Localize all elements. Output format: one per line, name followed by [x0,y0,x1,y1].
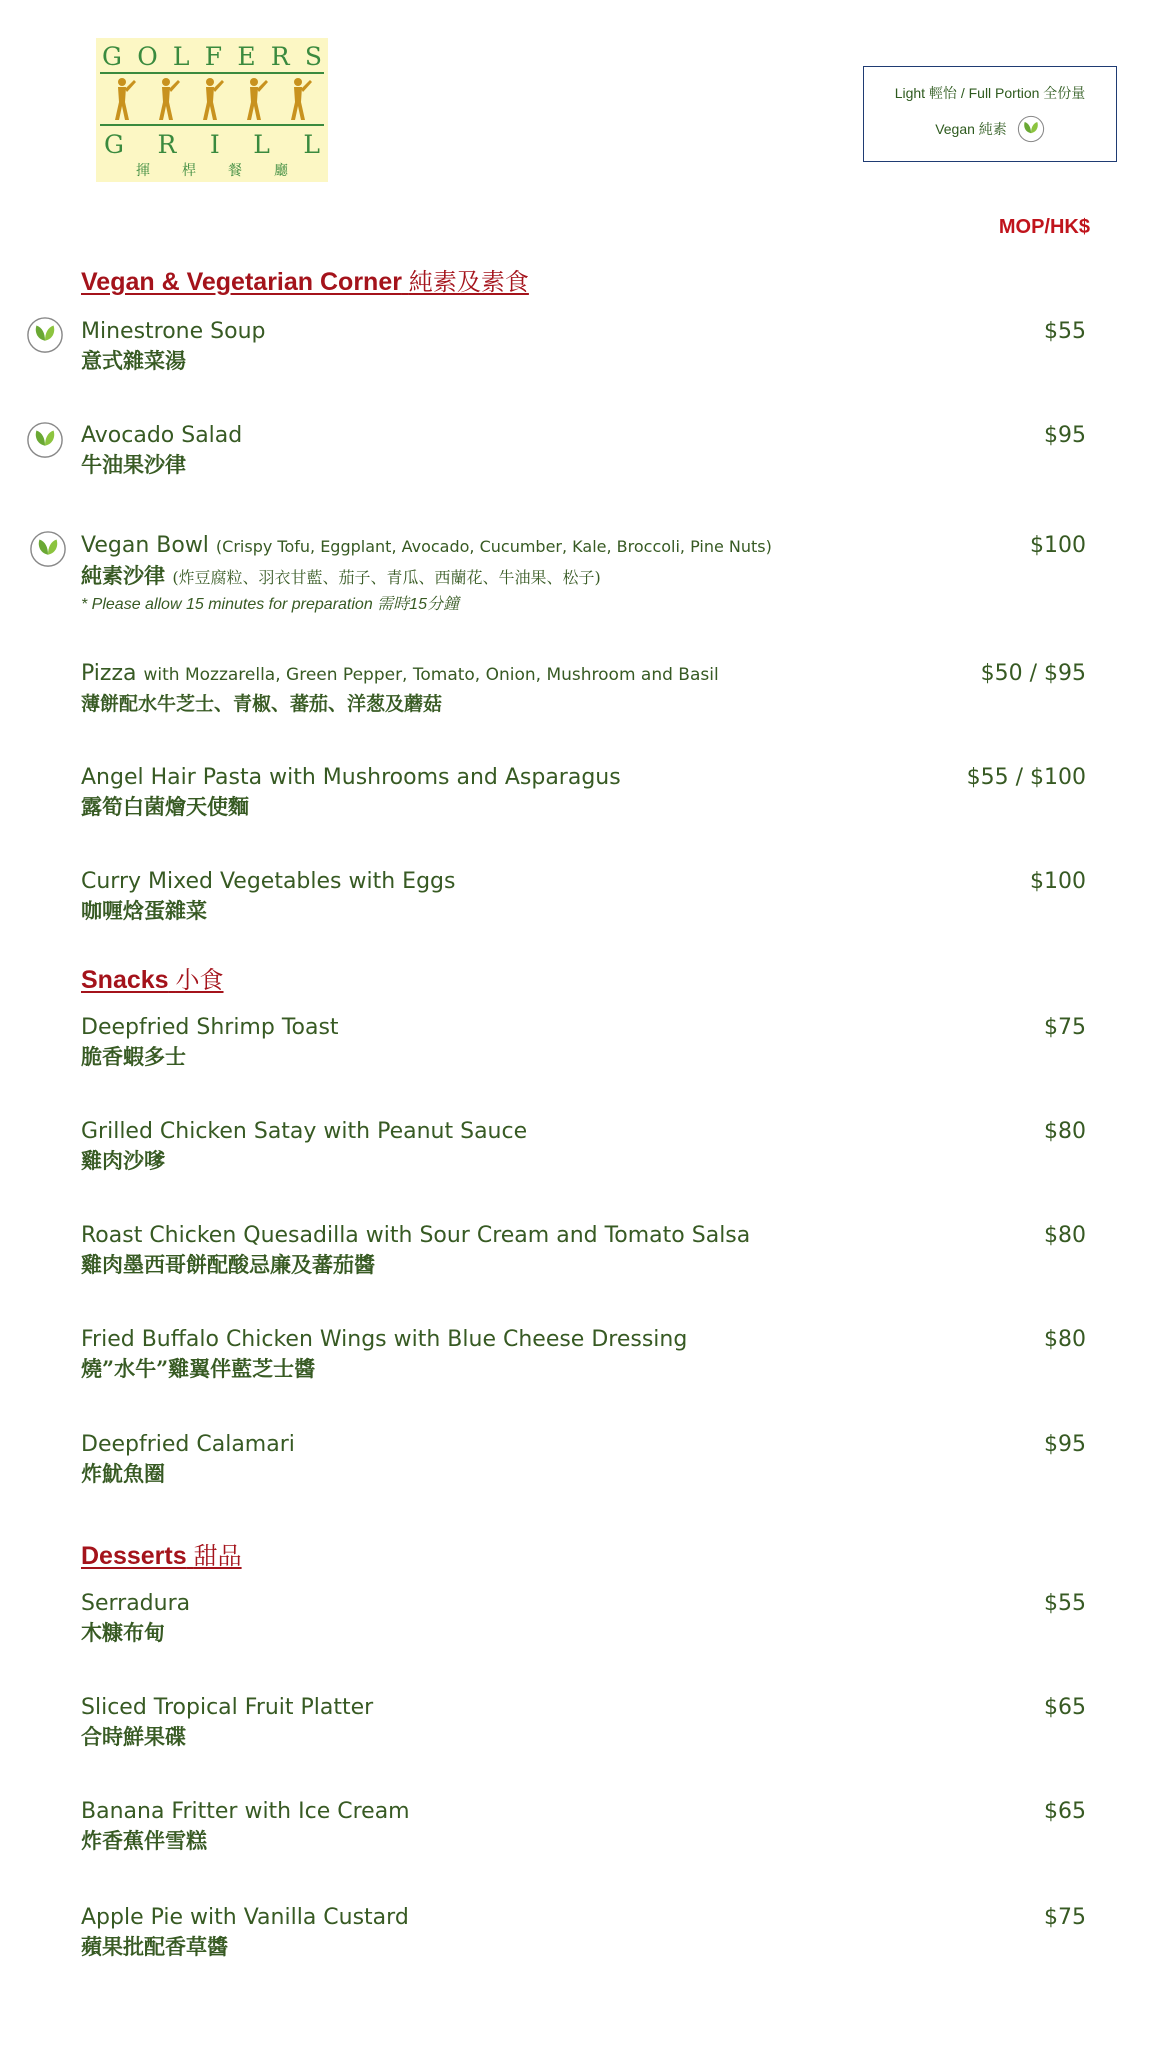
item-name-zh: 薄餅配水牛芝士、青椒、蕃茄、洋葱及蘑菇 [81,693,443,715]
golfers-grill-logo [96,38,328,182]
legend-light-full: Light 輕怡 / Full Portion 全份量 [894,85,1086,101]
item-price: $50 / $95 [980,661,1086,686]
item-name-en: Apple Pie with Vanilla Custard [81,1905,409,1930]
logo-word-golfers: G O L F E R S [102,42,322,71]
item-description-zh: (炸豆腐粒、羽衣甘藍、茄子、青瓜、西蘭花、牛油果、松子) [172,568,601,587]
item-name-en: Vegan Bowl (Crispy Tofu, Eggplant, Avocado, Cucumber, Kale, Broccoli, Pine Nuts) [81,533,772,558]
item-price: $80 [1044,1119,1086,1144]
item-name-en: Avocado Salad [81,423,243,448]
item-name-zh: 木糠布甸 [81,1620,165,1645]
item-price: $75 [1044,1905,1086,1930]
section-title-snacks: Snacks 小食 [81,966,224,994]
menu-item [81,1590,1086,1648]
menu-item [81,1222,1086,1280]
item-name-en: Angel Hair Pasta with Mushrooms and Asparagus [81,765,621,790]
item-price: $65 [1044,1799,1086,1824]
preparation-note: * Please allow 15 minutes for preparation 需時15分鐘 [81,596,459,613]
legend-vegan-row [864,115,1116,143]
item-description-en: with Mozzarella, Green Pepper, Tomato, Onion, Mushroom and Basil [143,665,719,685]
item-name-zh: 咖喱焓蛋雜菜 [81,898,207,923]
item-name-en: Pizza with Mozzarella, Green Pepper, Tomato, Onion, Mushroom and Basil [81,661,719,686]
menu-item [81,318,1086,376]
item-name-zh: 純素沙律 (炸豆腐粒、羽衣甘藍、茄子、青瓜、西蘭花、牛油果、松子) [81,563,601,588]
section-title-vegan-vegetarian: Vegan & Vegetarian Corner 純素及素食 [81,268,529,296]
item-description-en: (Crispy Tofu, Eggplant, Avocado, Cucumber, Kale, Broccoli, Pine Nuts) [215,537,772,556]
item-price: $65 [1044,1695,1086,1720]
item-price: $75 [1044,1015,1086,1040]
vegan-leaf-icon [26,421,64,459]
menu-item [81,764,1086,822]
item-name-en: Grilled Chicken Satay with Peanut Sauce [81,1119,528,1144]
item-name-en: Curry Mixed Vegetables with Eggs [81,869,456,894]
logo-word-grill: G R I L L [104,130,320,159]
menu-item [81,1798,1086,1856]
item-price: $55 [1044,319,1086,344]
item-name-en: Fried Buffalo Chicken Wings with Blue Cheese Dressing [81,1327,688,1352]
menu-item [81,1904,1086,1962]
item-name-zh: 意式雜菜湯 [81,348,186,373]
menu-item [81,422,1086,480]
item-name-zh: 雞肉沙嗲 [81,1148,165,1173]
item-name-zh: 合時鮮果碟 [81,1724,186,1749]
item-name-zh: 脆香蝦多士 [81,1044,186,1069]
vegan-leaf-icon [29,530,67,568]
item-name-zh: 炸魷魚圈 [81,1461,165,1486]
item-price: $55 [1044,1591,1086,1616]
logo-divider [100,72,324,74]
item-name-zh: 蘋果批配香草醬 [81,1934,228,1959]
menu-item [81,1431,1086,1489]
item-price: $100 [1030,869,1086,894]
item-name-en: Sliced Tropical Fruit Platter [81,1695,374,1720]
item-name-en: Roast Chicken Quesadilla with Sour Cream and Tomato Salsa [81,1223,751,1248]
item-name-en: Banana Fritter with Ice Cream [81,1799,410,1824]
menu-item [81,660,1086,719]
golfer-figures-icon [100,76,324,124]
vegan-leaf-icon [26,316,64,354]
menu-item [81,1326,1086,1384]
logo-divider [100,124,324,126]
item-price: $100 [1030,533,1086,558]
item-price: $55 / $100 [966,765,1086,790]
item-price: $95 [1044,423,1086,448]
logo-chinese-name: 揮 桿 餐 廳 [136,163,288,179]
menu-item [81,868,1086,926]
menu-item [81,1694,1086,1752]
item-name-zh: 炸香蕉伴雪糕 [81,1828,207,1853]
portion-legend [863,66,1117,162]
section-title-desserts: Desserts 甜品 [81,1542,242,1570]
item-name-en: Minestrone Soup [81,319,266,344]
item-name-zh: 露筍白菌燴天使麵 [81,794,249,819]
item-name-en: Deepfried Calamari [81,1432,295,1457]
legend-vegan-label: Vegan 純素 [935,121,1007,137]
item-price: $80 [1044,1223,1086,1248]
item-name-zh: 燒”水牛”雞翼伴藍芝士醬 [81,1356,316,1381]
item-price: $80 [1044,1327,1086,1352]
vegan-leaf-icon [1017,115,1045,143]
currency-label: MOP/HK$ [998,216,1090,238]
item-name-zh: 雞肉墨西哥餅配酸忌廉及蕃茄醬 [81,1252,375,1277]
menu-item [81,1014,1086,1072]
item-name-en: Serradura [81,1591,191,1616]
menu-item [81,1118,1086,1176]
item-name-en: Deepfried Shrimp Toast [81,1015,339,1040]
item-name-zh: 牛油果沙律 [81,452,186,477]
item-price: $95 [1044,1432,1086,1457]
menu-item [81,532,1086,617]
